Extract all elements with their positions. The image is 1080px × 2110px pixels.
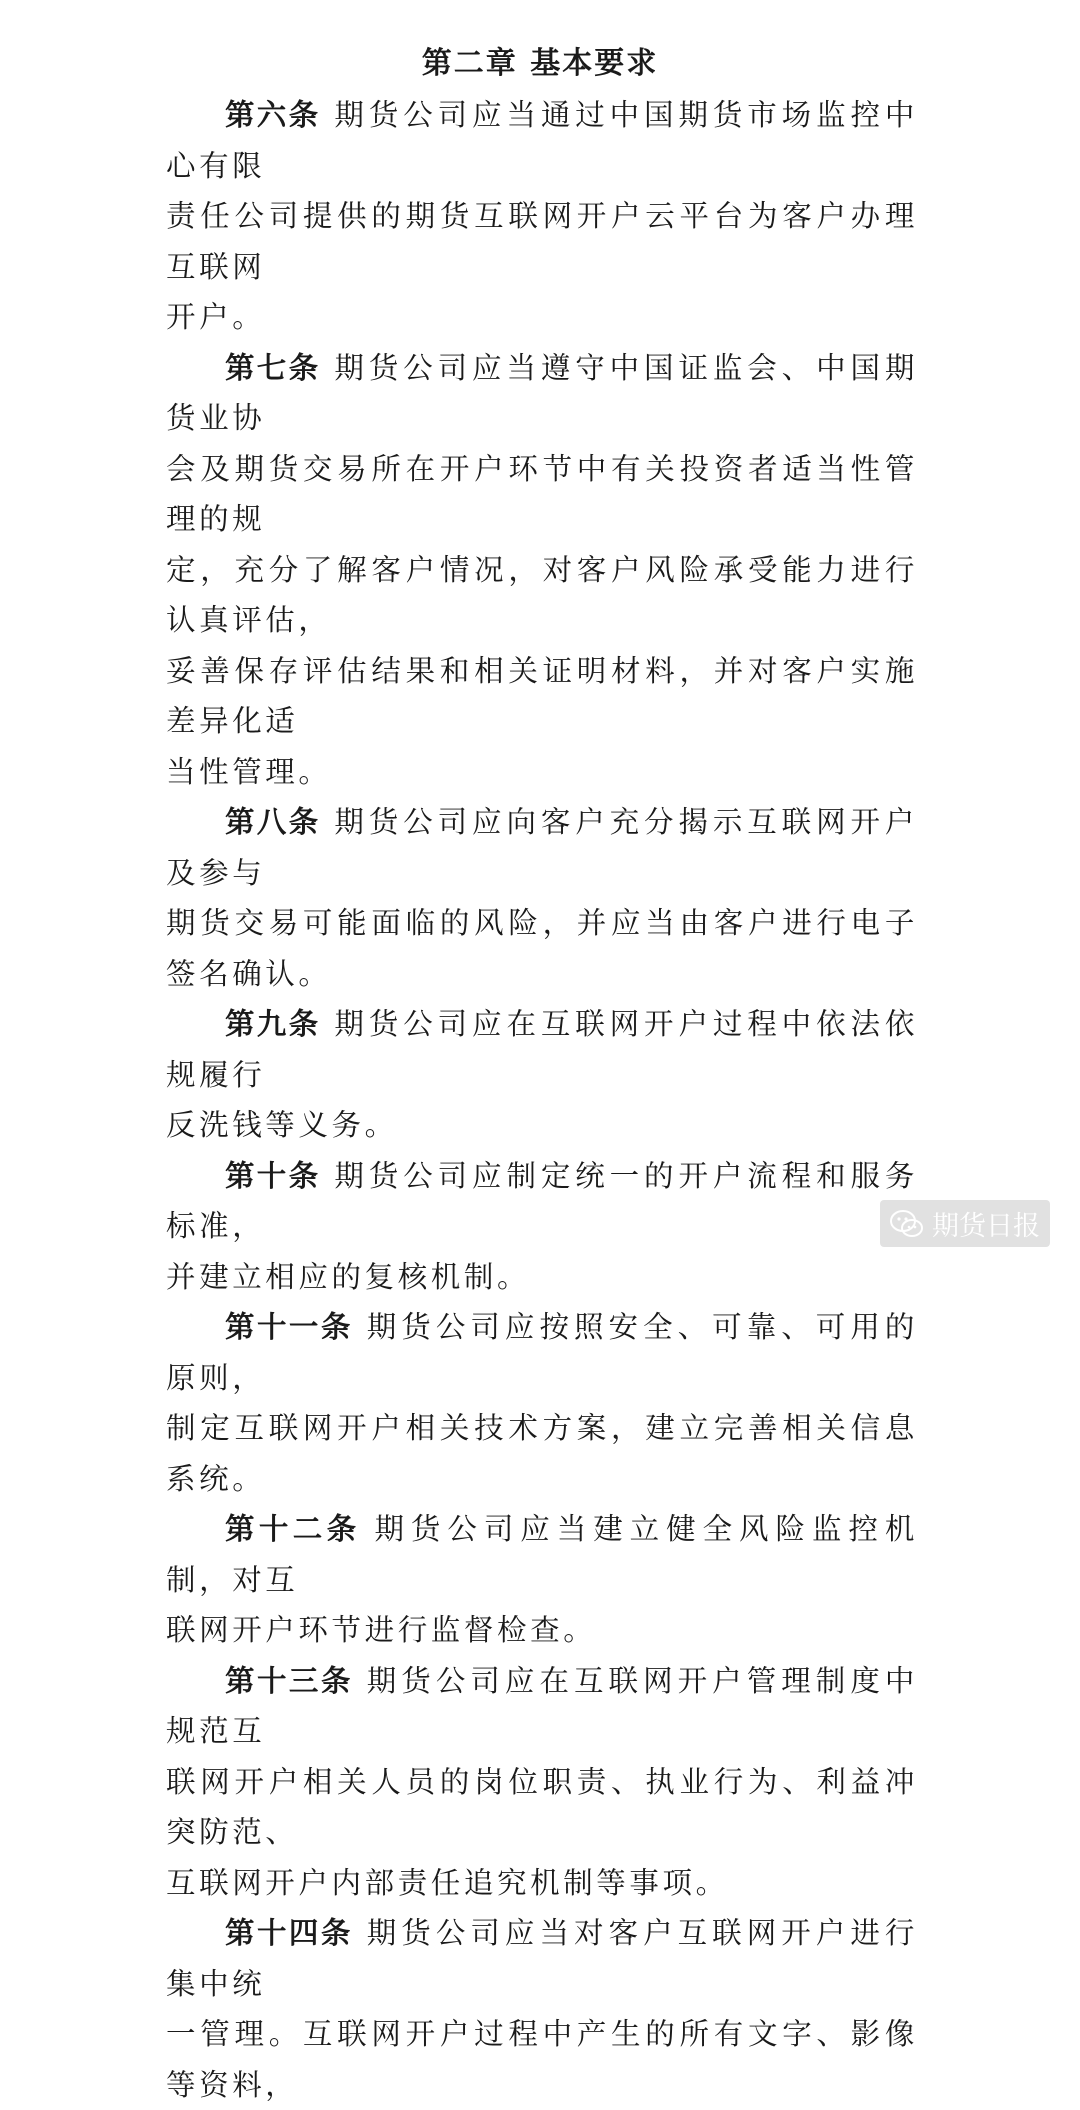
article-text-line: 会及期货交易所在开户环节中有关投资者适当性管理的规 [166, 451, 918, 536]
article-text-line: 期货公司应制定统一的开户流程和服务标准， [166, 1158, 918, 1243]
watermark [880, 1200, 1050, 1247]
article-text-line: 期货公司应在互联网开户管理制度中规范互 [166, 1663, 918, 1748]
article-text-line: 责任公司提供的期货互联网开户云平台为客户办理互联网 [166, 199, 918, 284]
article-text-line: 制定互联网开户相关技术方案，建立完善相关信息系统。 [166, 1411, 918, 1496]
chapter-title: 第二章 基本要求 [421, 46, 659, 81]
article-number: 第十二条 [225, 1511, 361, 1546]
article-number: 第十三条 [225, 1662, 353, 1698]
article-text-line: 期货公司应向客户充分揭示互联网开户及参与 [166, 805, 918, 890]
article-text-line: 期货公司应在互联网开户过程中依法依规履行 [166, 1007, 918, 1092]
article-text-line: 期货公司应当对客户互联网开户进行集中统 [166, 1916, 918, 2001]
article-paragraph [166, 1151, 918, 1303]
article-text-line: 联网开户环节进行监督检查。 [166, 1613, 597, 1647]
article-paragraph [166, 1908, 918, 2110]
articles-body [166, 90, 918, 2110]
article-text-line: 开户。 [166, 300, 266, 334]
article-paragraph [166, 797, 918, 999]
article-paragraph [166, 1656, 918, 1909]
article-text-line: 期货公司应当建立健全风险监控机制，对互 [166, 1512, 918, 1597]
article-text-line: 期货公司应当遵守中国证监会、中国期货业协 [166, 350, 918, 435]
article-text-line: 定，充分了解客户情况，对客户风险承受能力进行认真评估， [166, 552, 918, 637]
article-number: 第七条 [225, 349, 321, 385]
watermark-text: 期货日报 [932, 1211, 1040, 1242]
article-text-line: 期货公司应当通过中国期货市场监控中心有限 [166, 98, 918, 183]
article-number: 第十一条 [225, 1309, 353, 1344]
article-paragraph [166, 90, 918, 343]
article-text-line: 妥善保存评估结果和相关证明材料，并对客户实施差异化适 [166, 653, 918, 738]
article-text-line: 并建立相应的复核机制。 [166, 1259, 531, 1294]
article-text-line: 反洗钱等义务。 [166, 1108, 398, 1142]
article-number: 第十四条 [225, 1915, 353, 1950]
article-paragraph [166, 343, 918, 798]
article-number: 第六条 [225, 97, 321, 132]
article-text-line: 一管理。互联网开户过程中产生的所有文字、影像等资料， [166, 2017, 918, 2102]
article-text-line: 联网开户相关人员的岗位职责、执业行为、利益冲突防范、 [166, 1764, 918, 1849]
article-paragraph [166, 1302, 918, 1504]
article-paragraph [166, 1504, 918, 1656]
article-number: 第十条 [225, 1157, 321, 1193]
article-text-line: 互联网开户内部责任追究机制等事项。 [166, 1865, 729, 1900]
article-paragraph [166, 999, 918, 1151]
article-text-line: 当性管理。 [166, 754, 332, 789]
article-text-line: 期货交易可能面临的风险，并应当由客户进行电子签名确认。 [166, 906, 918, 991]
article-number: 第九条 [225, 1006, 321, 1041]
article-number: 第八条 [225, 804, 321, 839]
article-text-line: 期货公司应按照安全、可靠、可用的原则， [166, 1310, 918, 1395]
wechat-icon [890, 1209, 924, 1239]
